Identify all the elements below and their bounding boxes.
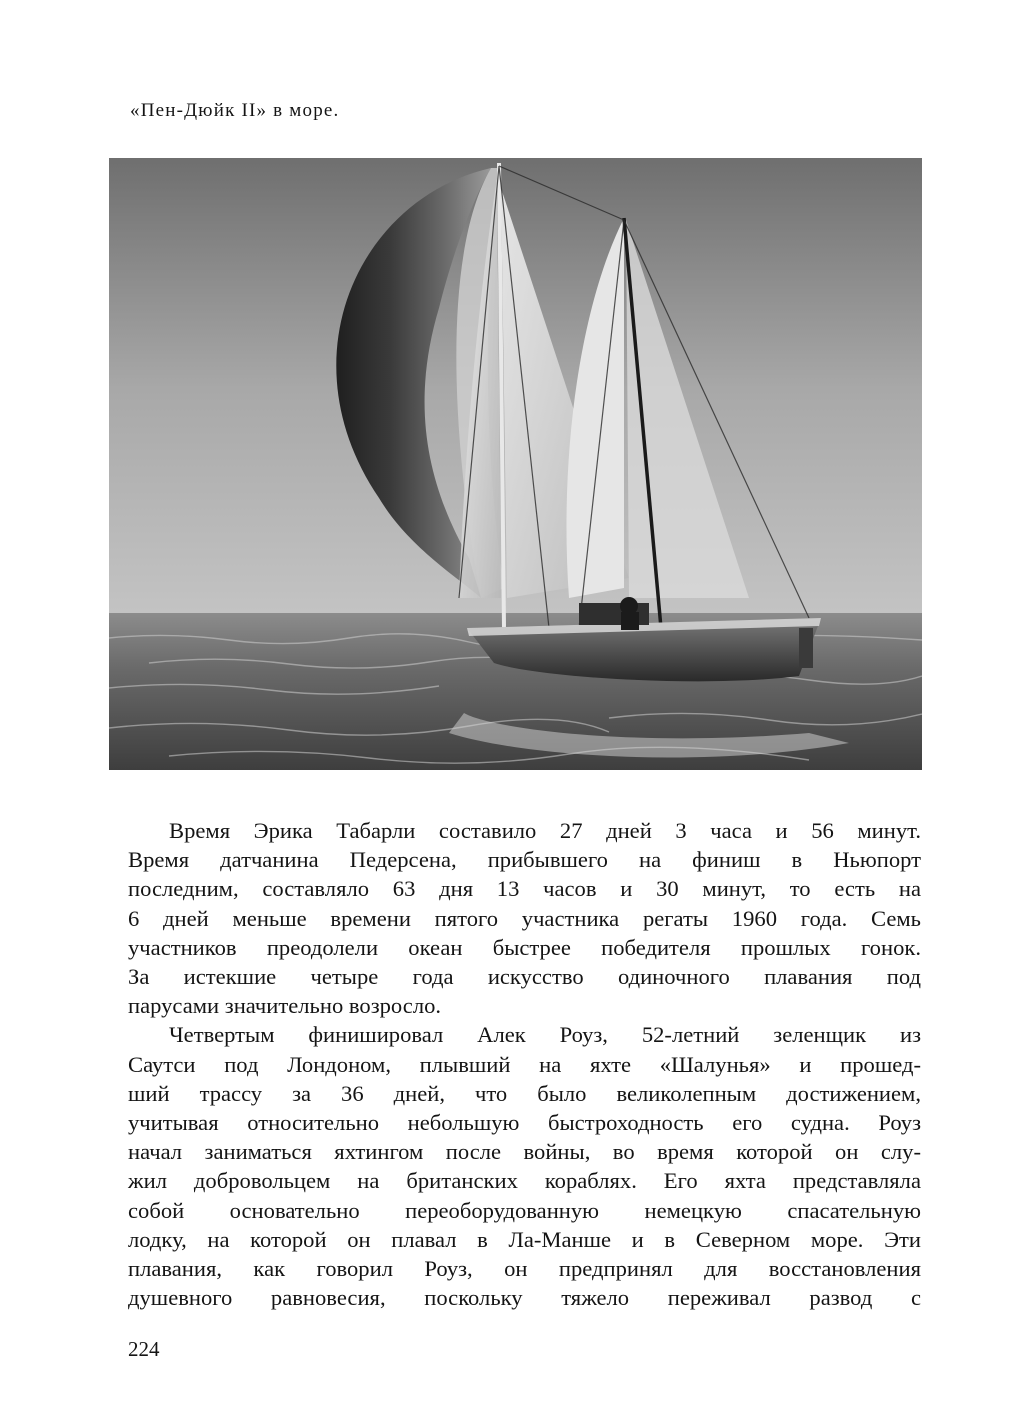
page-number: 224 [128,1337,160,1361]
text-line: учитывая относительно небольшую быстроходность его судна. Роуз [128,1110,921,1136]
sailboat-photo-icon [109,158,922,770]
text-line: участников преодолели океан быстрее победителя прошлых гонок. [128,934,921,960]
text-line: Время датчанина Педерсена, прибывшего на финиш в Ньюпорт [128,847,921,873]
text-line: Время Эрика Табарли составило 27 дней 3 часа и 56 минут. [169,818,921,843]
text-line: парусами значительно возросло. [128,993,442,1019]
sailboat-photo [109,158,922,770]
paragraph-2 [128,1020,921,1312]
text-line: плавания, как говорил Роуз, он предпринял для восстановления [128,1256,921,1282]
text-line: душевного равновесия, поскольку тяжело переживал развод с [128,1285,921,1311]
photo-caption: «Пен-Дюйк II» в море. [130,100,340,121]
text-line: собой основательно переоборудованную немецкую спасательную [128,1197,921,1223]
text-line: ший трассу за 36 дней, что было великолепным достижением, [128,1080,921,1106]
text-line: Четвертым финишировал Алек Роуз, 52-летний зеленщик из [169,1022,921,1048]
paragraph-1 [128,816,921,1020]
text-line: жил добровольцем на британских кораблях. Его яхта представляла [128,1168,921,1194]
text-line: лодку, на которой он плавал в Ла-Манше и в Северном море. Эти [128,1226,921,1252]
body-text [128,816,921,1312]
text-line: Саутси под Лондоном, плывший на яхте «Шалунья» и прошед- [128,1051,921,1077]
text-line: За истекшие четыре года искусство одиночного плавания под [128,964,921,990]
text-line: начал заниматься яхтингом после войны, во время которой он слу- [128,1139,921,1165]
text-line: последним, составляло 63 дня 13 часов и 30 минут, то есть на [128,876,921,902]
text-line: 6 дней меньше времени пятого участника регаты 1960 года. Семь [128,905,921,931]
